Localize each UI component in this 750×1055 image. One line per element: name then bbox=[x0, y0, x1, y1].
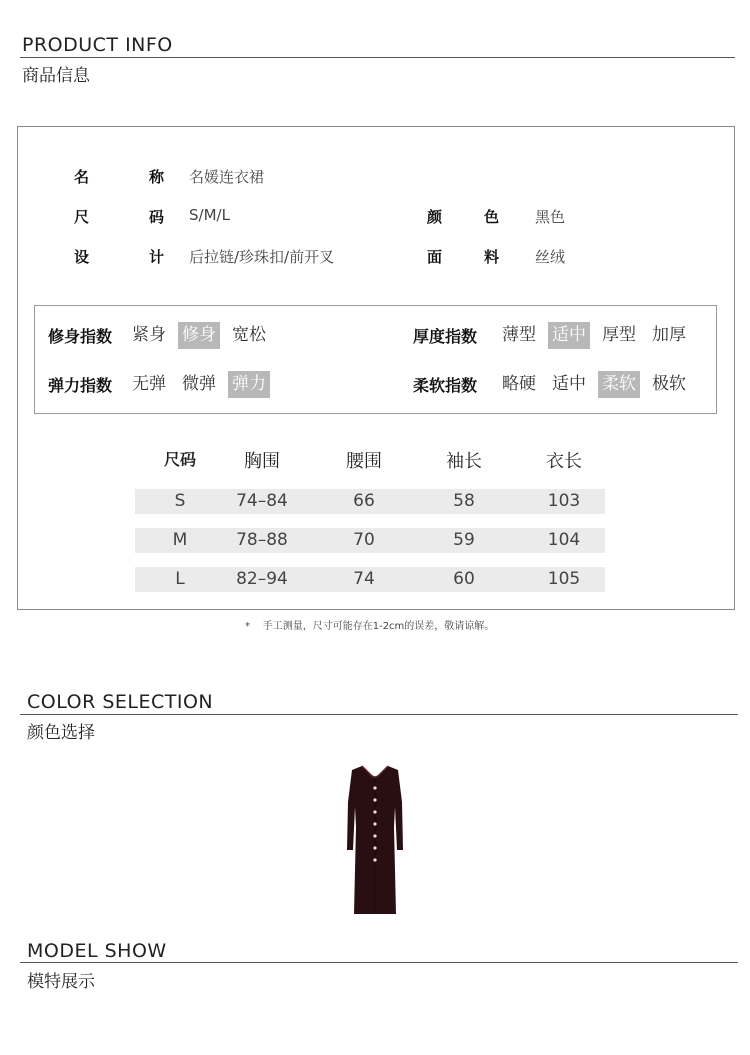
value-name: 名媛连衣裙 bbox=[189, 168, 265, 186]
thickness-index-title: 厚度指数 bbox=[413, 327, 478, 346]
fit-index-title: 修身指数 bbox=[48, 327, 113, 346]
softness-option: 极软 bbox=[652, 374, 686, 394]
elasticity-index-title: 弹力指数 bbox=[48, 376, 113, 395]
thickness-option: 加厚 bbox=[652, 325, 686, 345]
black-velvet-dress-image[interactable] bbox=[340, 762, 410, 917]
label-name: 名 称 bbox=[74, 168, 164, 186]
note-text: 手工测量，尺寸可能存在1-2cm的误差，敬请谅解。 bbox=[262, 621, 495, 632]
model-show-subtitle: 模特展示 bbox=[27, 972, 95, 992]
elasticity-index bbox=[48, 371, 278, 398]
thickness-option-selected: 适中 bbox=[548, 322, 590, 349]
section-divider bbox=[20, 57, 735, 58]
elasticity-option-selected: 弹力 bbox=[228, 371, 270, 398]
elasticity-option: 微弹 bbox=[182, 374, 216, 394]
value-fabric: 丝绒 bbox=[535, 248, 566, 266]
fit-option: 紧身 bbox=[132, 325, 166, 345]
measurement-note bbox=[245, 617, 494, 632]
softness-option-selected: 柔软 bbox=[598, 371, 640, 398]
thickness-option: 厚型 bbox=[602, 325, 636, 345]
color-selection-title: COLOR SELECTION bbox=[27, 691, 214, 713]
header-size: 尺码 bbox=[163, 450, 196, 469]
table-row: M 78–88 70 59 104 bbox=[135, 528, 605, 553]
elasticity-option: 无弹 bbox=[132, 374, 166, 394]
fit-index bbox=[48, 322, 278, 349]
label-size: 尺 码 bbox=[74, 208, 164, 226]
softness-index bbox=[413, 371, 698, 398]
table-row: S 74–84 66 58 103 bbox=[135, 489, 605, 514]
table-row: L 82–94 74 60 105 bbox=[135, 567, 605, 592]
model-show-title: MODEL SHOW bbox=[27, 940, 167, 962]
size-table-header bbox=[135, 447, 605, 471]
label-color: 颜 色 bbox=[427, 208, 499, 226]
fit-option: 宽松 bbox=[232, 325, 266, 345]
thickness-option: 薄型 bbox=[502, 325, 536, 345]
product-info-title: PRODUCT INFO bbox=[22, 34, 173, 56]
value-color: 黑色 bbox=[535, 208, 566, 226]
fit-option-selected: 修身 bbox=[178, 322, 220, 349]
value-size: S/M/L bbox=[189, 206, 230, 224]
softness-option: 适中 bbox=[552, 374, 586, 394]
value-design: 后拉链/珍珠扣/前开叉 bbox=[189, 248, 335, 266]
header-sleeve: 袖长 bbox=[446, 451, 482, 472]
header-length: 衣长 bbox=[546, 451, 582, 472]
label-design: 设 计 bbox=[74, 248, 164, 266]
label-fabric: 面 料 bbox=[427, 248, 499, 266]
product-info-subtitle: 商品信息 bbox=[22, 66, 90, 86]
section-divider bbox=[20, 714, 738, 715]
thickness-index bbox=[413, 322, 698, 349]
softness-index-title: 柔软指数 bbox=[413, 376, 478, 395]
header-waist: 腰围 bbox=[346, 451, 382, 472]
color-selection-subtitle: 颜色选择 bbox=[27, 723, 95, 743]
header-bust: 胸围 bbox=[244, 451, 280, 472]
section-divider bbox=[20, 962, 738, 963]
softness-option: 略硬 bbox=[502, 374, 536, 394]
note-star: * bbox=[245, 621, 250, 632]
